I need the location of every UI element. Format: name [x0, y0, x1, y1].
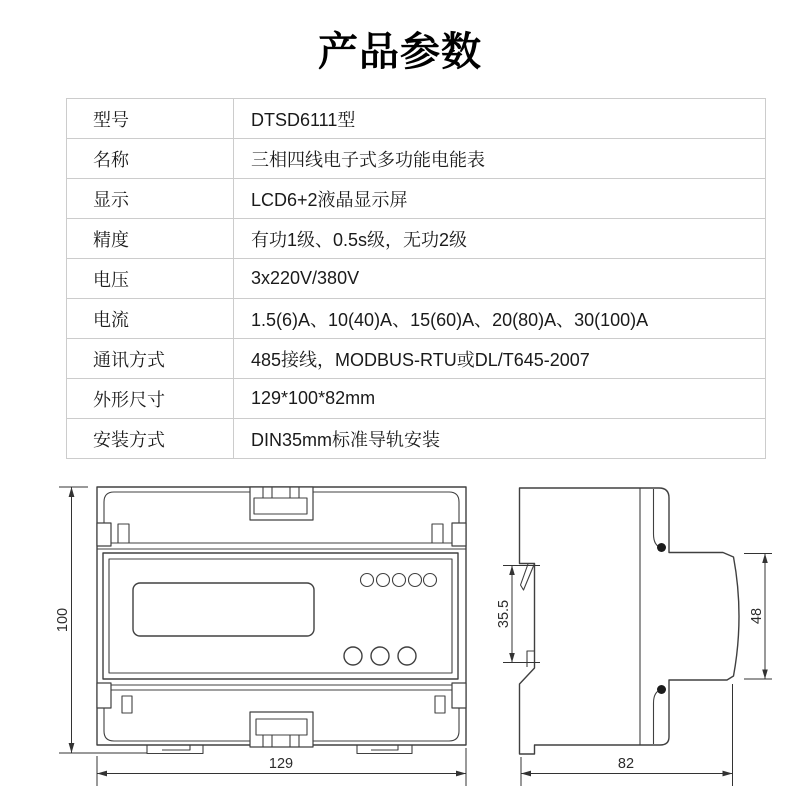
top-rail-clip [250, 487, 313, 520]
spec-value: DIN35mm标准导轨安装 [234, 419, 766, 459]
front-outline [97, 487, 466, 745]
spec-label: 名称 [67, 139, 234, 179]
spec-value: 1.5(6)A、10(40)A、15(60)A、20(80)A、30(100)A [234, 299, 766, 339]
bottom-rail-clip [250, 712, 313, 747]
spec-value: 有功1级、0.5s级，无功2级 [234, 219, 766, 259]
spec-label: 电流 [67, 299, 234, 339]
table-row [67, 179, 766, 219]
dim-face-48 [744, 554, 772, 680]
dim-depth-82 [521, 684, 733, 786]
spec-table [66, 98, 766, 459]
dim-label-depth: 82 [617, 756, 635, 772]
table-row [67, 219, 766, 259]
spec-label: 通讯方式 [67, 339, 234, 379]
spec-value: 3x220V/380V [234, 259, 766, 299]
lcd-screen [133, 583, 314, 636]
table-row [67, 419, 766, 459]
spec-label: 型号 [67, 99, 234, 139]
spec-value: LCD6+2液晶显示屏 [234, 179, 766, 219]
front-view [97, 487, 466, 754]
dim-label-face: 48 [749, 607, 765, 625]
table-row [67, 139, 766, 179]
spec-label: 电压 [67, 259, 234, 299]
table-row [67, 339, 766, 379]
side-view [520, 488, 740, 754]
spec-table-body [67, 99, 766, 459]
dim-rail-35-5 [496, 566, 540, 663]
screw-top [657, 543, 666, 552]
spec-label: 精度 [67, 219, 234, 259]
table-row [67, 99, 766, 139]
table-row [67, 299, 766, 339]
din-groove-hooks [521, 564, 535, 668]
led-indicators [361, 574, 437, 587]
side-outline [520, 488, 740, 754]
table-row [67, 259, 766, 299]
technical-drawing [0, 460, 800, 800]
spec-label: 外形尺寸 [67, 379, 234, 419]
spec-label: 安装方式 [67, 419, 234, 459]
screw-bottom [657, 685, 666, 694]
spec-value: DTSD6111型 [234, 99, 766, 139]
corner-tabs [97, 523, 466, 708]
dim-label-height: 100 [55, 607, 71, 633]
control-buttons [344, 647, 416, 665]
face-frame-inner [109, 559, 452, 673]
spec-value: 三相四线电子式多功能电能表 [234, 139, 766, 179]
dim-label-width: 129 [268, 756, 294, 772]
spec-label: 显示 [67, 179, 234, 219]
page-title: 产品参数 [318, 30, 482, 74]
face-frame-outer [103, 553, 458, 679]
table-row [67, 379, 766, 419]
dim-label-rail: 35.5 [496, 599, 512, 629]
spec-value: 485接线，MODBUS-RTU或DL/T645-2007 [234, 339, 766, 379]
spec-value: 129*100*82mm [234, 379, 766, 419]
